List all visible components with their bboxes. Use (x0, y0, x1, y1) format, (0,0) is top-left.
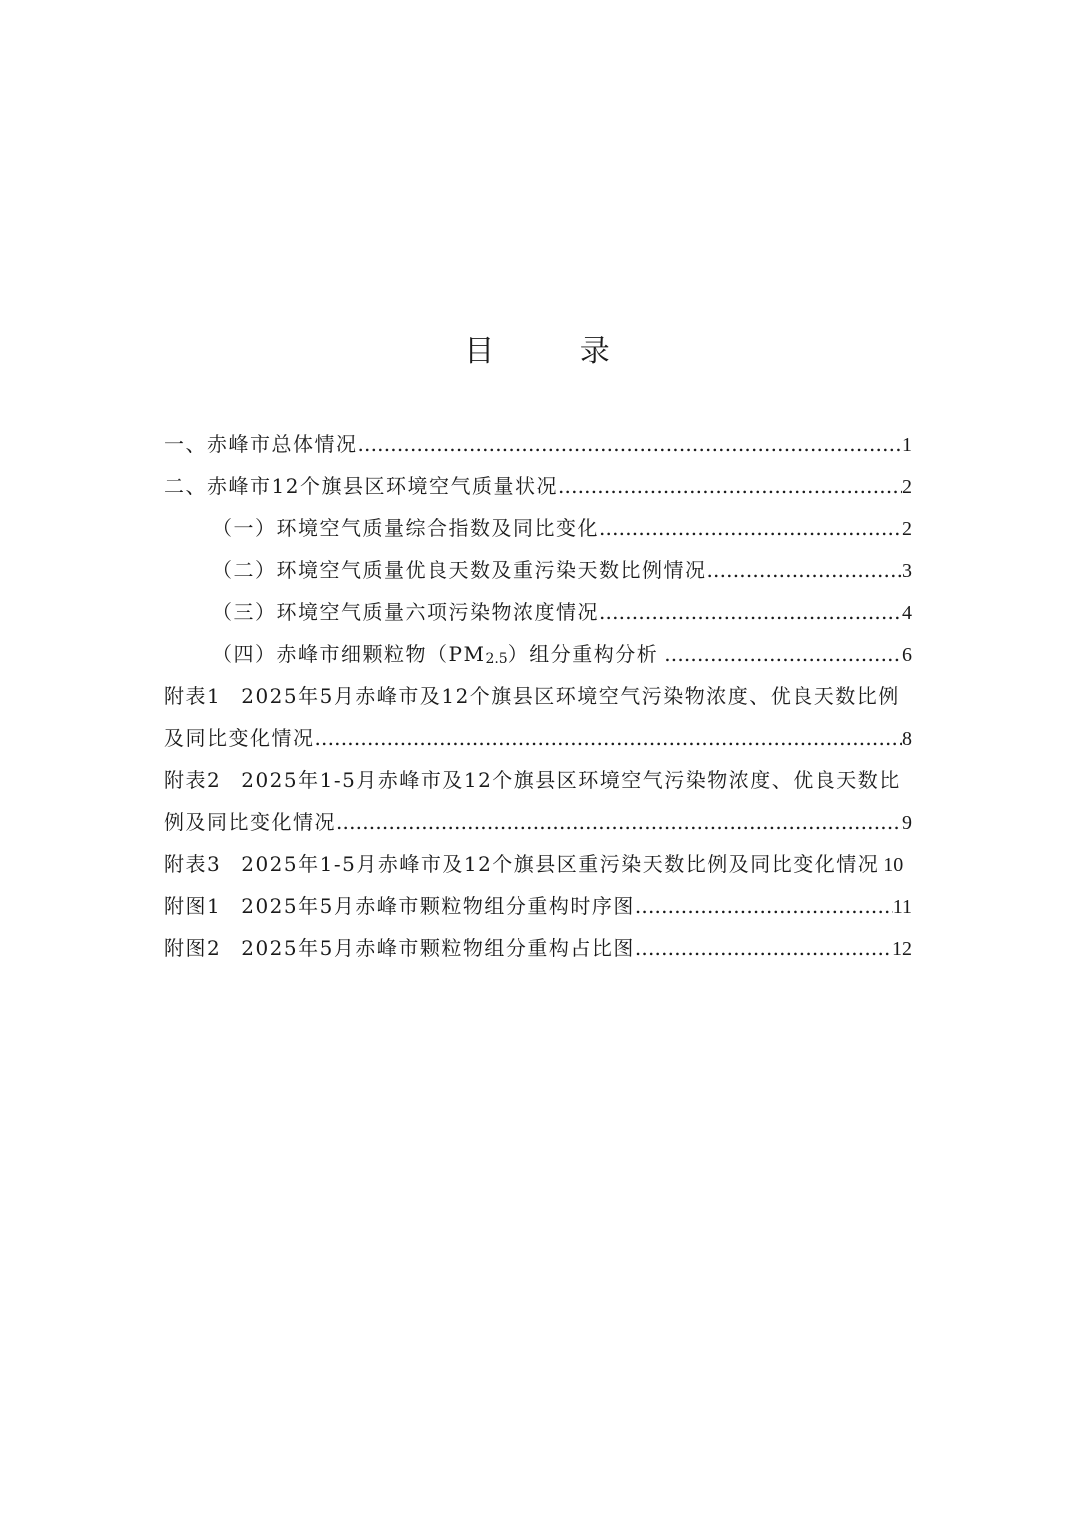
appendix-label: 附表3 (164, 852, 222, 876)
toc-entry-appendix-figure-1[interactable] (164, 885, 912, 927)
toc-entry-text-body: 2025年5月赤峰市颗粒物组分重构占比图 (241, 936, 635, 960)
dot-leader (599, 591, 902, 633)
dot-leader (558, 465, 902, 507)
toc-entry-text: （三）环境空气质量六项污染物浓度情况 (212, 600, 599, 624)
toc-entry-text (164, 843, 879, 885)
toc-page-number: 1 (902, 434, 912, 456)
toc-entry-line-1 (164, 675, 912, 717)
toc-entry-section-2[interactable] (164, 465, 912, 507)
dot-leader (635, 885, 893, 927)
toc-page-number: 6 (902, 644, 912, 666)
toc-title: 目 录 (464, 334, 648, 369)
toc-entry-text: 2025年1-5月赤峰市及12个旗县区环境空气污染物浓度、优良天数比 (241, 768, 901, 792)
toc-entry-subsection-3[interactable] (164, 591, 912, 633)
toc-page-number: 9 (902, 812, 912, 834)
dot-leader (358, 423, 903, 465)
toc-entry-text: 2025年5月赤峰市及12个旗县区环境空气污染物浓度、优良天数比例 (241, 684, 900, 708)
toc-entry-text: 一、赤峰市总体情况 (164, 432, 358, 456)
appendix-label: 附图2 (164, 936, 222, 960)
toc-entry-text-part: ）组分重构分析 (507, 642, 659, 666)
dot-leader (336, 801, 902, 843)
appendix-label: 附图1 (164, 894, 222, 918)
toc-page-number: 2 (902, 518, 912, 540)
toc-entry-text-continued: 及同比变化情况 (164, 726, 315, 750)
toc-entry-subsection-1[interactable] (164, 507, 912, 549)
toc-entry-text-body: 2025年1-5月赤峰市及12个旗县区重污染天数比例及同比变化情况 (241, 852, 880, 876)
toc-entry-text: 二、赤峰市12个旗县区环境空气质量状况 (164, 474, 558, 498)
toc-entry-appendix-table-3[interactable] (164, 843, 912, 885)
toc-page-number: 8 (902, 728, 912, 750)
toc-page-number: 12 (892, 938, 912, 960)
toc-page-number: 2 (902, 476, 912, 498)
dot-leader (315, 717, 903, 759)
toc-entry-text: （一）环境空气质量综合指数及同比变化 (212, 516, 599, 540)
dot-leader (664, 633, 902, 675)
toc-entry-subsection-4[interactable] (164, 633, 912, 675)
table-of-contents (164, 423, 912, 969)
dot-leader (707, 549, 903, 591)
toc-entry-line-1 (164, 759, 912, 801)
toc-entry-text-body: 2025年5月赤峰市颗粒物组分重构时序图 (241, 894, 635, 918)
toc-entry-appendix-table-2[interactable] (164, 759, 912, 843)
appendix-label: 附表2 (164, 768, 222, 792)
toc-entry-text-part: （四）赤峰市细颗粒物（PM (212, 642, 486, 666)
toc-page-number: 11 (892, 896, 912, 918)
toc-entry-text (164, 885, 635, 927)
toc-page-number: 10 (883, 854, 904, 876)
toc-entry-appendix-figure-2[interactable] (164, 927, 912, 969)
appendix-label: 附表1 (164, 684, 222, 708)
toc-entry-text: （二）环境空气质量优良天数及重污染天数比例情况 (212, 558, 707, 582)
dot-leader (635, 927, 892, 969)
toc-page-number: 4 (902, 602, 912, 624)
pm-subscript: 2.5 (485, 651, 508, 667)
toc-entry-section-1[interactable] (164, 423, 912, 465)
toc-entry-text (212, 633, 658, 680)
toc-entry-subsection-2[interactable] (164, 549, 912, 591)
toc-entry-appendix-table-1[interactable] (164, 675, 912, 759)
dot-leader (599, 507, 902, 549)
toc-entry-text (164, 927, 635, 969)
toc-entry-text-continued: 例及同比变化情况 (164, 810, 336, 834)
toc-page-number: 3 (902, 560, 912, 582)
